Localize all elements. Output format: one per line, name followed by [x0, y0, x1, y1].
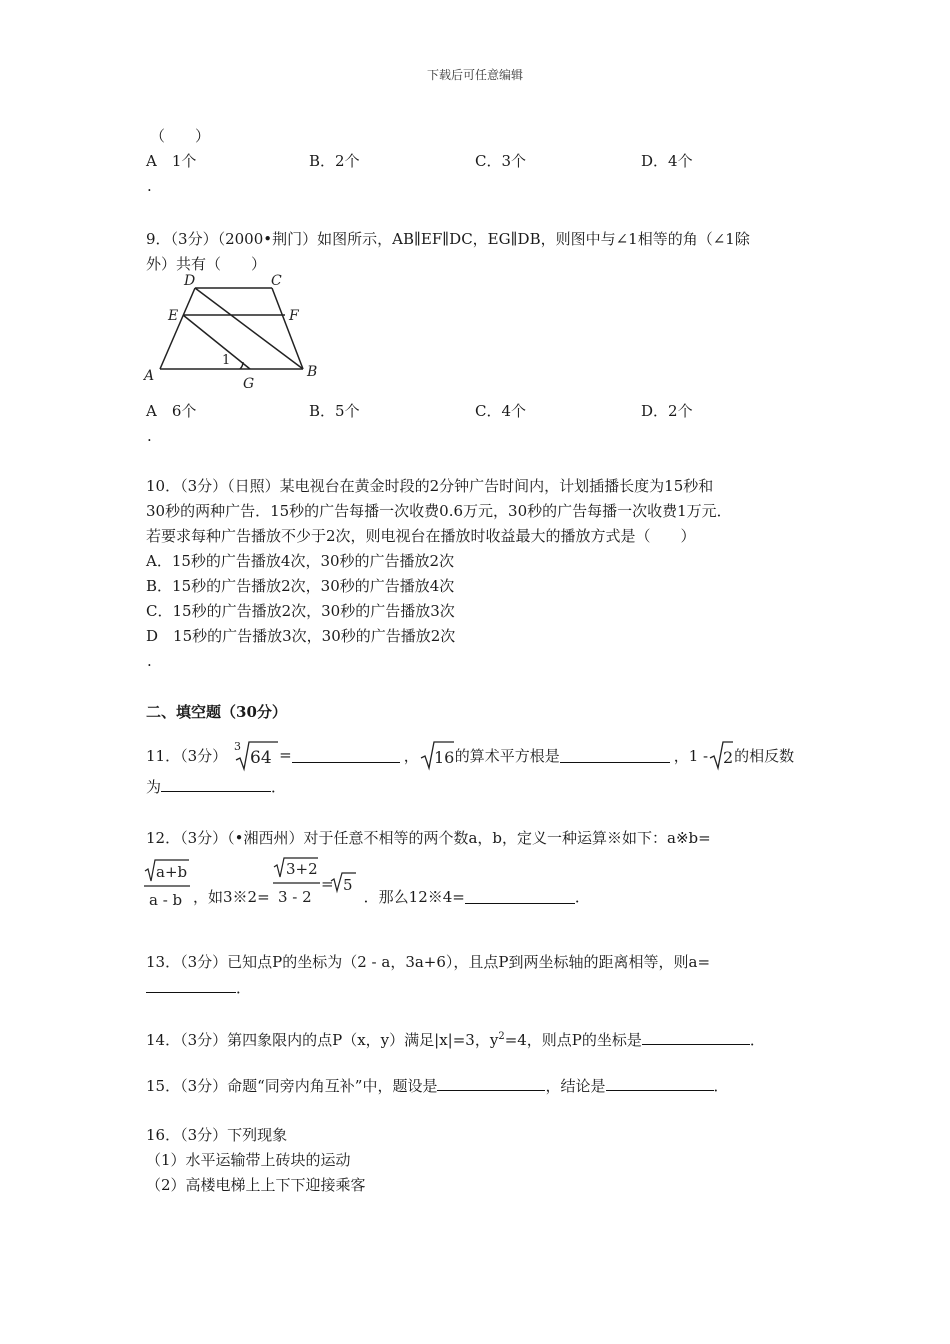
q8-option-b: B．2个 — [309, 152, 360, 170]
q16-item1: （1）水平运输带上砖块的运动 — [146, 1151, 351, 1169]
q9-dot: . — [147, 427, 152, 445]
q9-option-b: B．5个 — [309, 402, 360, 420]
q15-blank-2[interactable] — [606, 1076, 714, 1091]
q13-blank[interactable] — [146, 978, 236, 993]
q13-line1: 13．（3分）已知点P的坐标为（2 - a，3a+6），且点P到两坐标轴的距离相等，则a= — [146, 953, 711, 971]
q12-end: ． — [574, 887, 590, 906]
q11-sqrt-16 — [419, 738, 455, 772]
q11-prefix: 11．（3分） — [146, 746, 228, 765]
label-c: C — [271, 273, 282, 289]
sqrt-5-radicand: 5 — [342, 876, 353, 894]
q16-line1: 16．（3分）下列现象 — [146, 1126, 288, 1144]
q11-mid: 的算术平方根是 — [454, 746, 560, 765]
q8-option-d: D．4个 — [641, 152, 693, 170]
q11-cube-root-64 — [233, 738, 279, 772]
q15-blank-1[interactable] — [437, 1076, 545, 1091]
q8-paren: （ ） — [150, 127, 211, 145]
q9-line2: 外）共有（ ） — [146, 255, 267, 273]
q9-option-d: D．2个 — [641, 402, 693, 420]
q14-line — [146, 1024, 765, 1053]
q12-tail: ．那么12※4= — [363, 887, 465, 906]
q10-option-d: D 15秒的广告播放3次，30秒的广告播放2次 — [146, 627, 456, 645]
q15-end: ． — [713, 1077, 729, 1095]
q8-option-a: A 1个 — [146, 152, 197, 170]
q10-line3: 若要求每种广告播放不少于2次，则电视台在播放时收益最大的播放方式是（ ） — [146, 527, 696, 545]
q15-line — [146, 1074, 729, 1099]
sqrt-2-radicand: 2 — [723, 748, 734, 767]
label-angle-1: 1 — [222, 353, 231, 368]
label-b: B — [307, 364, 318, 380]
frac2-equals: = — [320, 875, 334, 893]
q11-sqrt-2 — [708, 738, 734, 772]
label-f: F — [289, 308, 299, 324]
segment-da — [160, 288, 195, 369]
q14-sup: 2 — [498, 1031, 505, 1042]
q11-one-minus: ，1 - — [673, 746, 709, 765]
q12-example-prefix: ，如3※2= — [193, 887, 270, 906]
q10-line1: 10．（3分）（日照）某电视台在黄金时段的2分钟广告时间内，计划插播长度为15秒和 — [146, 477, 714, 495]
q16-item2: （2）高楼电梯上上下下迎接乘客 — [146, 1176, 366, 1194]
segment-eg — [183, 315, 250, 369]
q10-line2: 30秒的两种广告．15秒的广告每播一次收费0.6万元，30秒的广告每播一次收费1万元． — [146, 502, 732, 520]
q12-blank[interactable] — [465, 889, 575, 904]
sqrt-16-radicand: 16 — [433, 748, 455, 767]
label-e: E — [168, 308, 179, 324]
q15-text-a: 15．（3分）命题“同旁内角互补”中，题设是 — [146, 1077, 438, 1095]
q11-line2-end: ． — [271, 778, 287, 796]
q15-text-b: ，结论是 — [545, 1077, 606, 1095]
q12-fraction-example — [272, 857, 358, 913]
section-2-title: 二、填空题（30分） — [146, 703, 287, 721]
q11-blank-3[interactable] — [161, 777, 271, 792]
frac1-denominator: a - b — [149, 891, 183, 909]
q8-dot: . — [147, 177, 152, 195]
q11-tail: 的相反数 — [734, 746, 795, 765]
frac1-numerator: a+b — [156, 863, 188, 881]
label-d: D — [184, 273, 196, 289]
cube-root-index: 3 — [234, 740, 242, 753]
q11-blank-1[interactable] — [292, 748, 400, 763]
frac2-numerator: 3+2 — [285, 860, 318, 878]
q13-line2 — [146, 976, 251, 1001]
q9-option-c: C．4个 — [475, 402, 527, 420]
q9-trapezoid-figure — [140, 270, 330, 395]
label-g: G — [243, 376, 255, 392]
q10-option-b: B．15秒的广告播放2次，30秒的广告播放4次 — [146, 577, 455, 595]
q14-blank[interactable] — [642, 1030, 750, 1045]
q10-option-c: C．15秒的广告播放2次，30秒的广告播放3次 — [146, 602, 455, 620]
q11-eq: = — [279, 746, 292, 764]
q10-option-a: A．15秒的广告播放4次，30秒的广告播放2次 — [146, 552, 455, 570]
q11-line1 — [146, 735, 794, 775]
q13-end: ． — [236, 979, 252, 997]
q12-fraction-def — [143, 857, 191, 913]
cube-root-radicand: 64 — [250, 748, 272, 768]
label-a: A — [144, 368, 155, 384]
q10-dot: . — [147, 652, 152, 670]
frac2-denominator: 3 - 2 — [277, 888, 312, 906]
q12-line2 — [143, 855, 590, 915]
q12-line1: 12．（3分）（•湘西州）对于任意不相等的两个数a，b，定义一种运算※如下：a※b= — [146, 829, 711, 847]
q11-comma: ， — [403, 746, 419, 765]
q9-option-a: A 6个 — [146, 402, 197, 420]
q14-text-a: 14．（3分）第四象限内的点P（x，y）满足|x|=3，y — [146, 1031, 499, 1049]
q8-option-c: C．3个 — [475, 152, 527, 170]
q11-line2-prefix: 为 — [146, 778, 162, 796]
q11-line2 — [146, 775, 286, 800]
q14-end: ． — [749, 1031, 765, 1049]
q11-blank-2[interactable] — [560, 748, 670, 763]
q14-text-b: =4，则点P的坐标是 — [504, 1031, 642, 1049]
page-header-watermark: 下载后可任意编辑 — [426, 68, 523, 82]
q9-line1: 9．（3分）（2000•荆门）如图所示，AB∥EF∥DC，EG∥DB，则图中与∠1相等的角（∠1除 — [146, 230, 750, 248]
